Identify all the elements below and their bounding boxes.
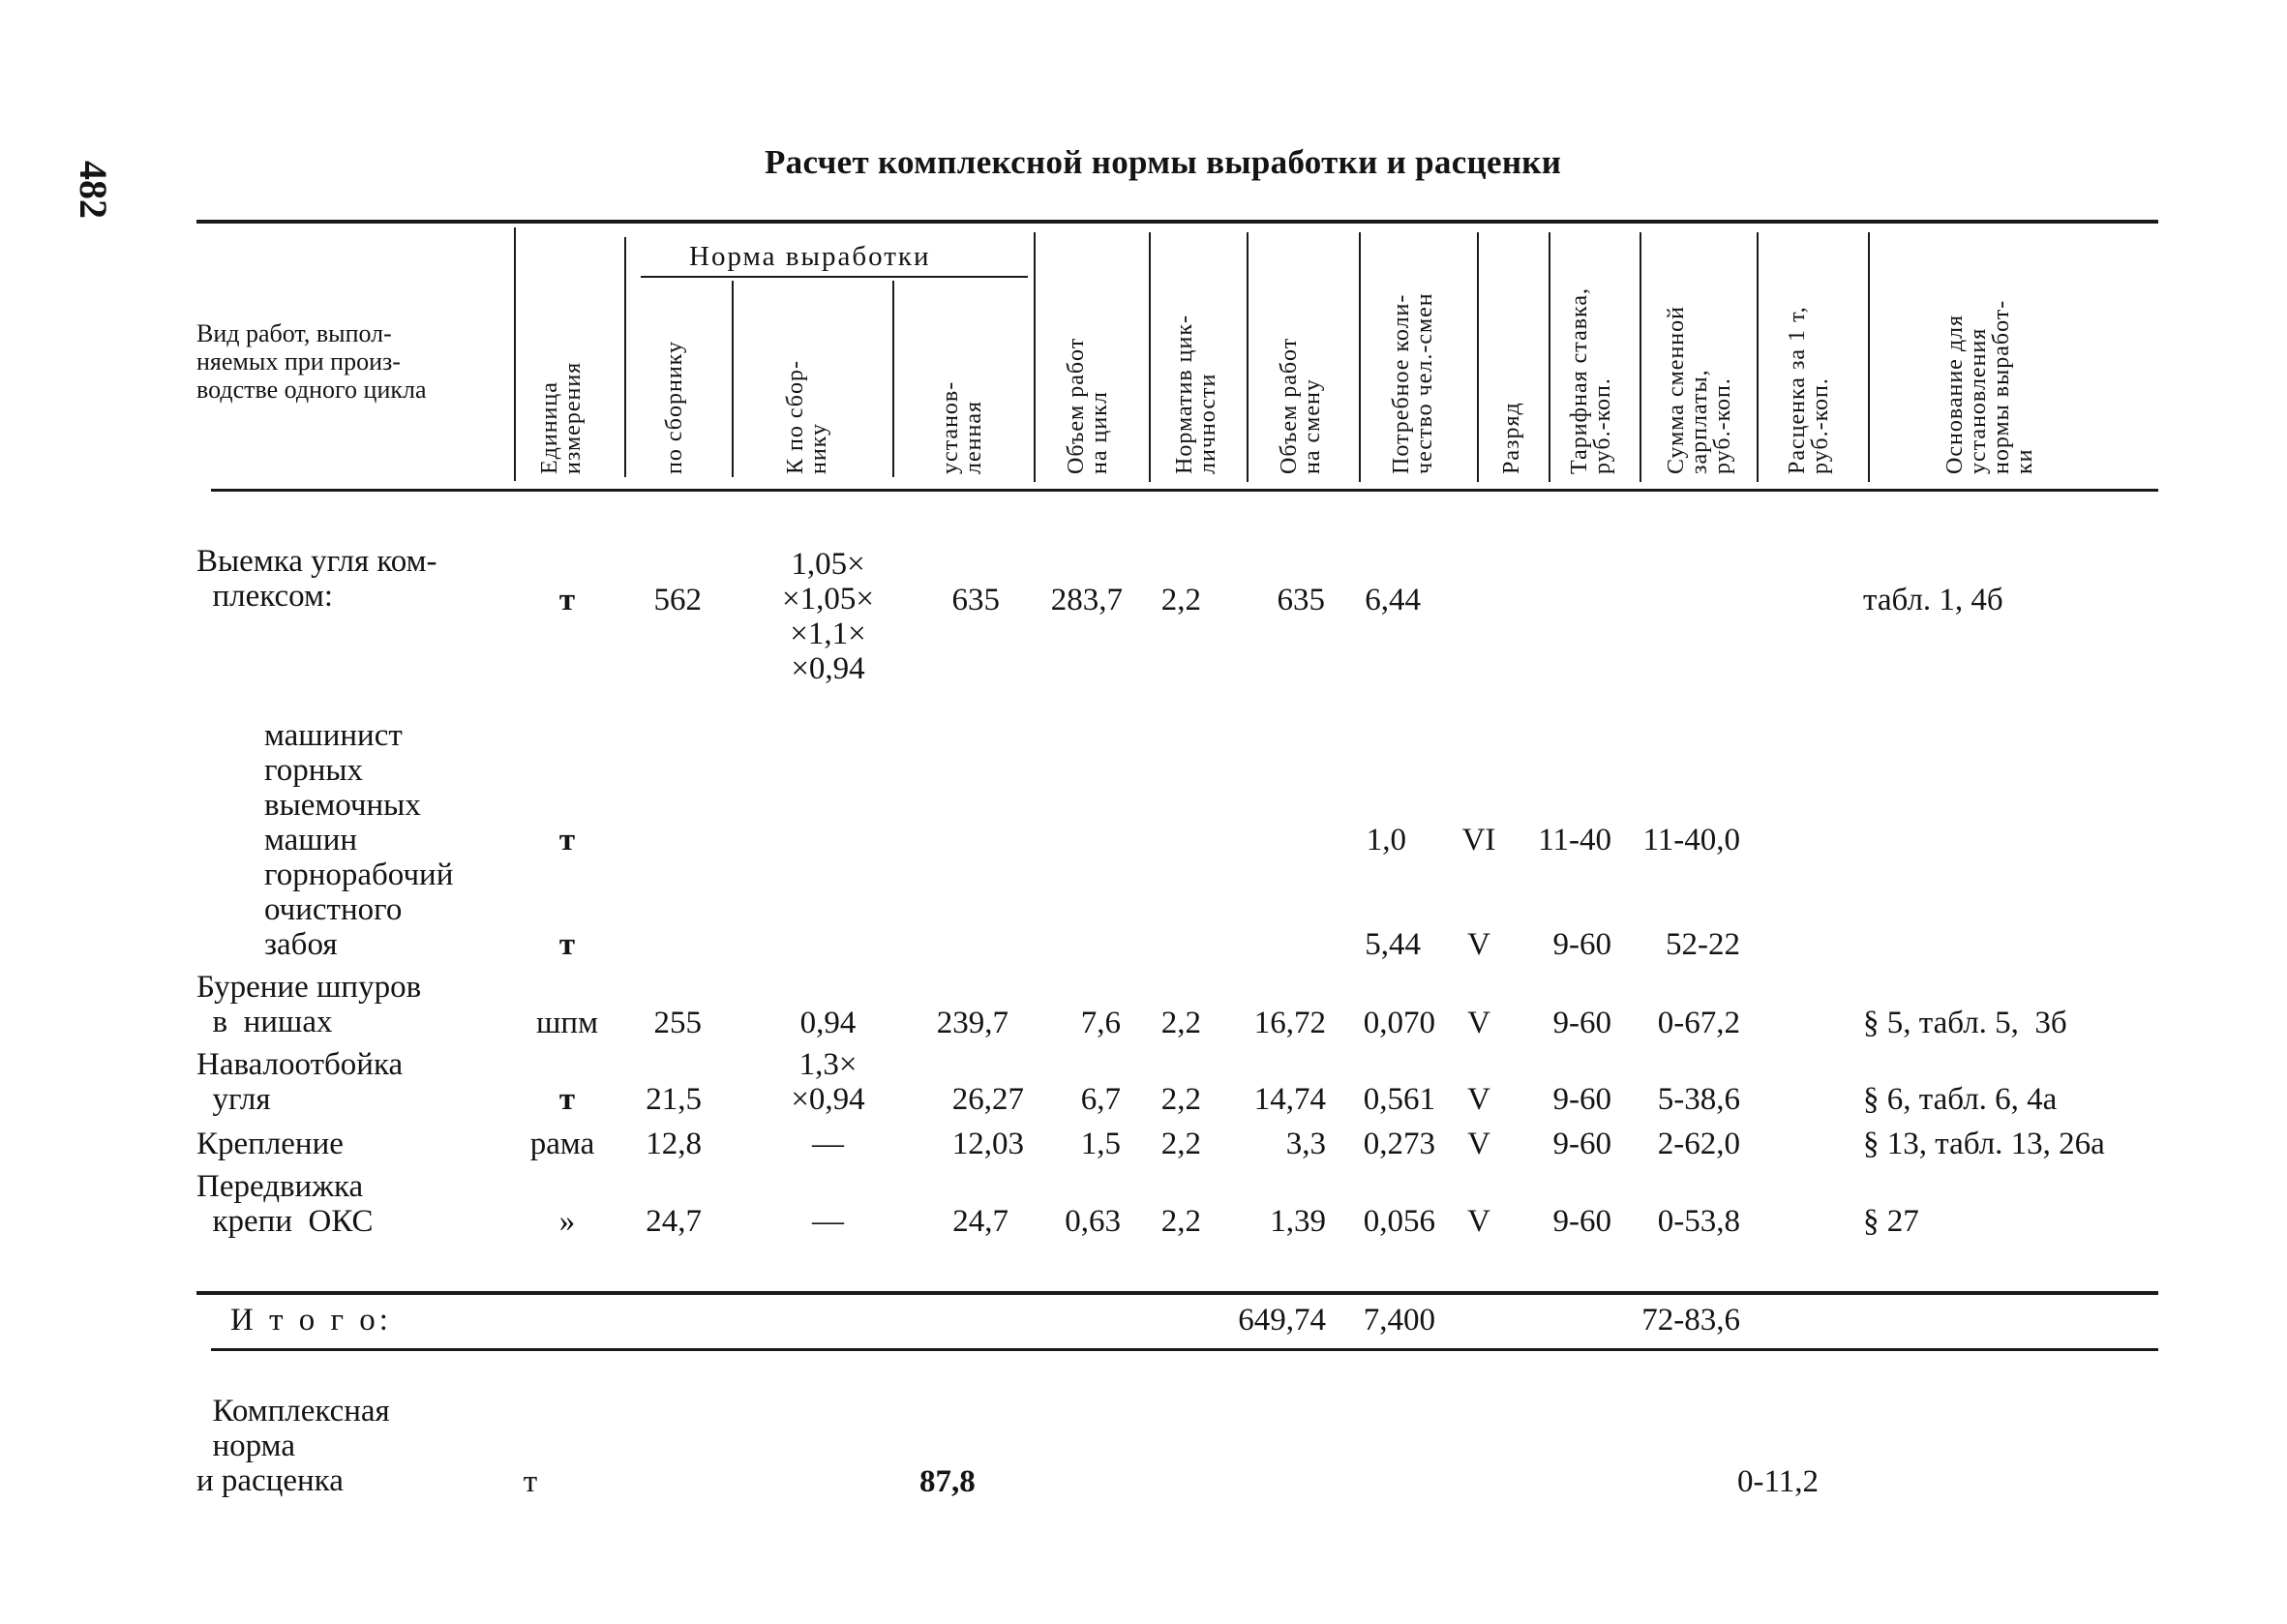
complex-unit: т: [523, 1464, 538, 1499]
header-norm-by-collection: по сборнику: [662, 340, 687, 474]
row-norm-est: 239,7: [936, 1006, 1008, 1040]
col-divider: [732, 281, 734, 477]
row-wage-sum: 52-22: [1666, 927, 1740, 962]
row-vol-shift: 635: [1277, 583, 1325, 617]
row-unit: т: [558, 927, 576, 962]
row-k-coll: 1,05× ×1,05× ×1,1× ×0,94: [782, 547, 874, 686]
header-tariff-rate: Тарифная ставка, руб.-коп.: [1567, 286, 1615, 474]
row-cyclicity: 2,2: [1160, 1006, 1201, 1040]
row-norm-coll: 562: [653, 583, 702, 617]
row-tariff: 9-60: [1552, 1127, 1611, 1161]
header-cyclicity-norm: Норматив цик- личности: [1172, 314, 1220, 474]
row-basis: § 6, табл. 6, 4а: [1863, 1082, 2058, 1117]
row-work: машинист горных выемочных машин: [264, 718, 421, 857]
row-cyclicity: 2,2: [1160, 1082, 1201, 1117]
row-cyclicity: 2,2: [1160, 1127, 1201, 1161]
row-wage-sum: 2-62,0: [1657, 1127, 1740, 1161]
row-vol-cycle: 283,7: [1050, 583, 1123, 617]
row-vol-shift: 3,3: [1285, 1127, 1326, 1161]
header-norm-established: установ- ленная: [938, 380, 986, 474]
row-unit: рама: [529, 1127, 595, 1161]
row-work: горнорабочий очистного забоя: [264, 857, 454, 962]
row-work: Навалоотбойка угля: [196, 1047, 404, 1117]
col-divider: [1868, 232, 1870, 482]
row-vol-cycle: 1,5: [1080, 1127, 1121, 1161]
row-norm-est: 12,03: [951, 1127, 1024, 1161]
row-norm-est: 26,27: [951, 1082, 1024, 1117]
row-vol-shift: 14,74: [1253, 1082, 1326, 1117]
row-tariff: 9-60: [1552, 927, 1611, 962]
total-top-rule: [196, 1291, 2158, 1295]
row-tariff: 9-60: [1552, 1204, 1611, 1239]
row-work: Выемка угля ком- плексом:: [196, 544, 437, 614]
header-volume-per-shift: Объем работ на смену: [1277, 337, 1325, 474]
row-shifts: 0,070: [1363, 1006, 1435, 1040]
col-divider: [892, 281, 894, 477]
row-norm-coll: 21,5: [646, 1082, 702, 1117]
row-basis: § 5, табл. 5, 3б: [1863, 1006, 2067, 1040]
header-volume-per-cycle: Объем работ на цикл: [1064, 337, 1112, 474]
col-divider: [1359, 232, 1361, 482]
row-cyclicity: 2,2: [1160, 583, 1201, 617]
row-shifts: 6,44: [1365, 583, 1421, 617]
row-unit: т: [558, 583, 576, 617]
row-vol-shift: 1,39: [1270, 1204, 1326, 1239]
col-divider: [1247, 232, 1249, 482]
header-basis: Основание для установления нормы выработ- ки: [1942, 299, 2037, 474]
row-work: Бурение шпуров в нишах: [196, 970, 422, 1039]
row-wage-sum: 11-40,0: [1642, 823, 1740, 857]
norm-group-underline: [641, 276, 1028, 278]
row-work: Передвижка крепи ОКС: [196, 1169, 374, 1239]
row-k-coll: —: [812, 1127, 844, 1161]
col-divider: [1757, 232, 1759, 482]
header-required-shifts: Потребное коли- чество чел.-смен: [1389, 292, 1437, 474]
row-shifts: 0,273: [1363, 1127, 1435, 1161]
row-shifts: 0,056: [1363, 1204, 1435, 1239]
col-divider: [1477, 232, 1479, 482]
total-wage-sum: 72-83,6: [1641, 1303, 1740, 1338]
row-basis: табл. 1, 4б: [1863, 583, 2003, 617]
row-tariff: 9-60: [1552, 1082, 1611, 1117]
row-vol-cycle: 6,7: [1080, 1082, 1121, 1117]
col-divider: [1549, 232, 1550, 482]
header-norm-group: Норма выработки: [689, 241, 931, 272]
row-norm-est: 24,7: [952, 1204, 1008, 1239]
page-number: 482: [72, 161, 115, 219]
row-basis: § 27: [1863, 1204, 1919, 1239]
row-vol-shift: 16,72: [1253, 1006, 1326, 1040]
col-divider: [624, 237, 626, 477]
row-tariff: 11-40: [1538, 823, 1611, 857]
row-norm-est: 635: [951, 583, 1000, 617]
col-divider: [514, 227, 516, 481]
row-grade: VI: [1461, 823, 1496, 857]
row-grade: V: [1467, 1127, 1490, 1161]
total-shifts: 7,400: [1363, 1303, 1435, 1338]
row-unit: шпм: [536, 1006, 598, 1040]
header-work-type: Вид работ, выпол- няемых при произ- водстве одного цикла: [196, 319, 427, 404]
row-k-coll: 1,3× ×0,94: [791, 1047, 865, 1117]
complex-label: Комплексная норма и расценка: [196, 1394, 390, 1498]
row-unit: т: [558, 823, 576, 857]
row-norm-coll: 255: [653, 1006, 702, 1040]
row-vol-cycle: 7,6: [1080, 1006, 1121, 1040]
row-grade: V: [1467, 1082, 1490, 1117]
row-wage-sum: 0-53,8: [1657, 1204, 1740, 1239]
row-k-coll: —: [812, 1204, 844, 1239]
row-shifts: 5,44: [1365, 927, 1421, 962]
row-basis: § 13, табл. 13, 26а: [1863, 1127, 2105, 1161]
header-k-by-collection: К по сбор- нику: [783, 360, 831, 474]
header-unit: Единица измерения: [537, 361, 586, 474]
page-title: Расчет комплексной нормы выработки и расценки: [765, 143, 1562, 181]
complex-rate: 0-11,2: [1737, 1464, 1820, 1499]
col-divider: [1149, 232, 1151, 482]
row-tariff: 9-60: [1552, 1006, 1611, 1040]
row-wage-sum: 0-67,2: [1657, 1006, 1740, 1040]
row-cyclicity: 2,2: [1160, 1204, 1201, 1239]
row-wage-sum: 5-38,6: [1657, 1082, 1740, 1117]
header-shift-wage-sum: Сумма сменной зарплаты, руб.-коп.: [1664, 306, 1735, 474]
total-bottom-rule: [211, 1348, 2158, 1351]
header-grade: Разряд: [1499, 402, 1524, 474]
row-shifts: 1,0: [1366, 823, 1406, 857]
row-norm-coll: 12,8: [646, 1127, 702, 1161]
row-grade: V: [1467, 1204, 1490, 1239]
row-unit: »: [558, 1204, 576, 1239]
row-norm-coll: 24,7: [646, 1204, 702, 1239]
header-rate-per-ton: Расценка за 1 т, руб.-коп.: [1785, 306, 1833, 474]
complex-norm: 87,8: [919, 1464, 976, 1499]
table-top-rule: [196, 220, 2158, 224]
total-label: И т о г о:: [230, 1303, 392, 1338]
col-divider: [1034, 232, 1036, 482]
row-k-coll: 0,94: [799, 1006, 857, 1040]
row-grade: V: [1467, 1006, 1490, 1040]
row-shifts: 0,561: [1363, 1082, 1435, 1117]
row-unit: т: [558, 1082, 576, 1117]
row-grade: V: [1467, 927, 1490, 962]
col-divider: [1640, 232, 1641, 482]
header-bottom-rule: [211, 489, 2158, 492]
row-vol-cycle: 0,63: [1065, 1204, 1121, 1239]
total-vol-shift: 649,74: [1238, 1303, 1326, 1338]
row-work: Крепление: [196, 1127, 344, 1161]
